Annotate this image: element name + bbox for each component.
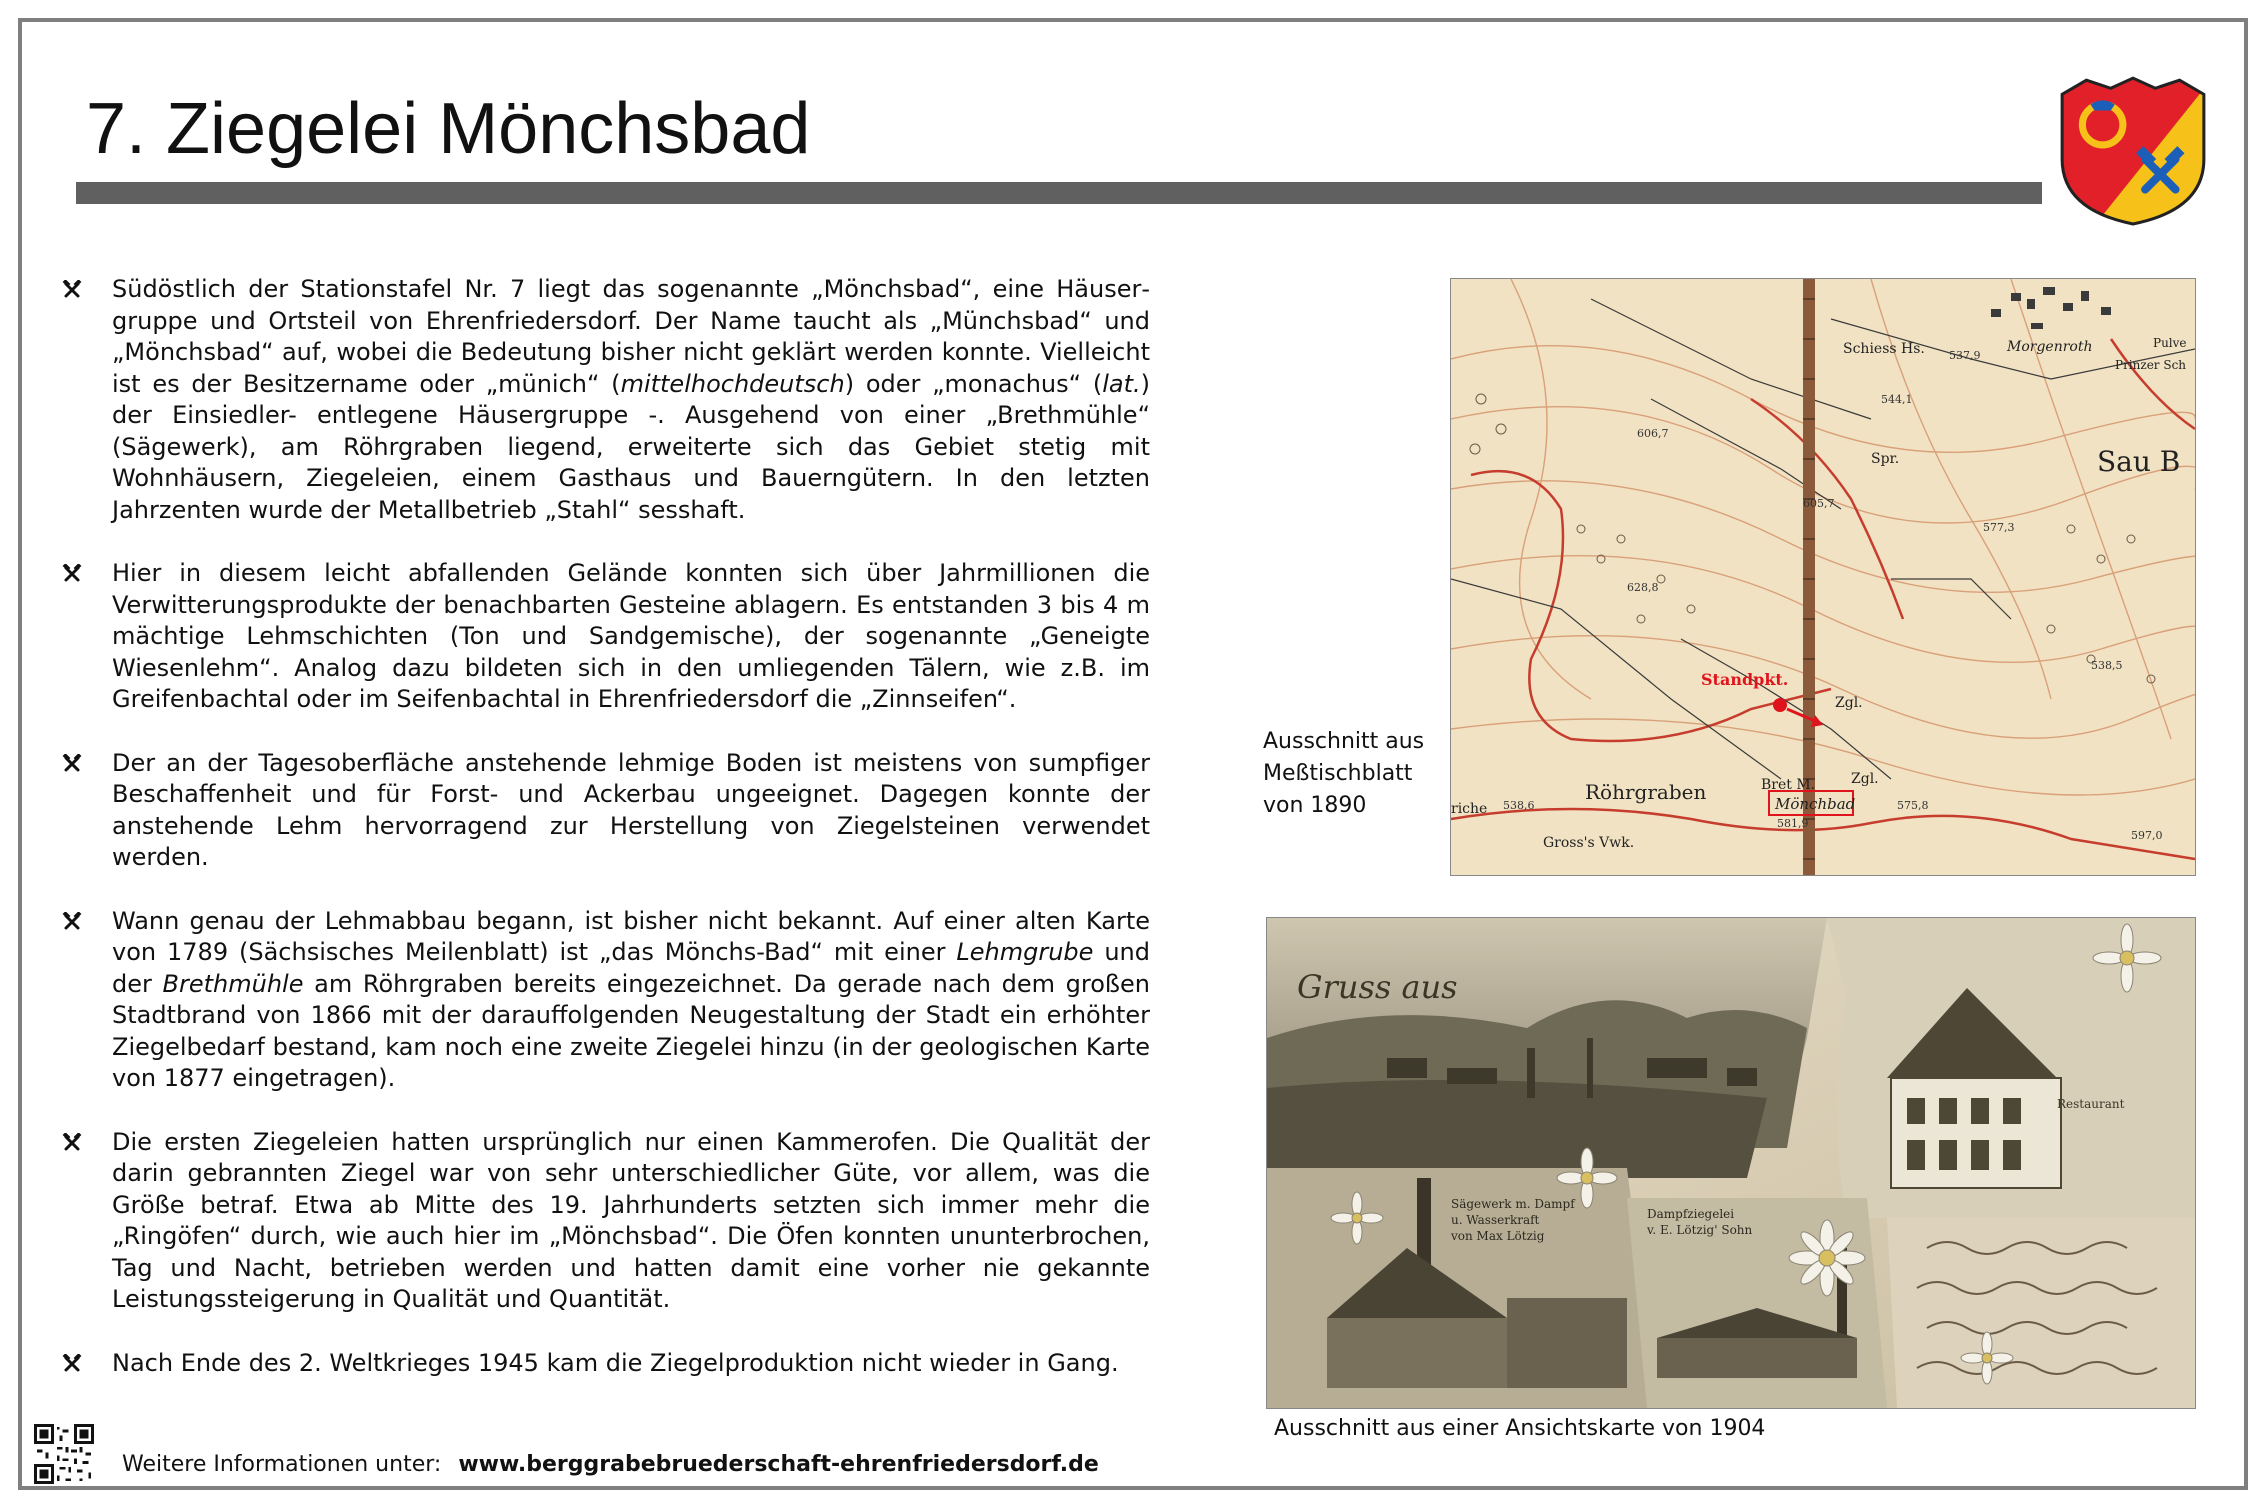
postcard-image-1904 xyxy=(1266,917,2196,1409)
bullet-item xyxy=(58,274,1150,526)
map-image-1890 xyxy=(1450,278,2196,876)
map-caption-line: von 1890 xyxy=(1263,793,1367,818)
postcard-caption-saegewerk: von Max Lötzig xyxy=(1451,1229,1545,1243)
footer-prefix: Weitere Informationen unter: xyxy=(122,1452,442,1477)
bullet-item xyxy=(58,906,1150,1095)
map-label-sau: Sau B xyxy=(2097,445,2181,478)
map-label-moenchsbad: Mönchbad xyxy=(1775,795,1856,813)
postcard-caption-dampfziegelei: v. E. Lötzig' Sohn xyxy=(1647,1223,1753,1237)
text-bullet-list xyxy=(58,274,1150,1411)
hammer-pick-icon xyxy=(62,754,82,774)
bullet-text: Der an der Tagesoberfläche anstehende lehmige Boden ist meistens von sumpfiger Beschaffenheit und für Forst- und Ackerbau ungeeignet. Dagegen konnte der anstehende Lehm hervorragend zur Herstellung von Ziegelsteinen verwendet werden. xyxy=(112,748,1150,871)
map-caption-line: Meßtischblatt xyxy=(1263,761,1413,786)
hammer-pick-icon xyxy=(62,280,82,300)
map-label-bret: Bret M. xyxy=(1761,777,1816,793)
title-underline xyxy=(76,182,2042,204)
map-label-zgl-2: Zgl. xyxy=(1851,771,1879,787)
page-title: 7. Ziegelei Mönchsbad xyxy=(86,89,811,169)
elevation-label: 538,5 xyxy=(2091,659,2123,672)
elevation-label: 606,7 xyxy=(1637,427,1669,440)
map-label-standpunkt: Standpkt. xyxy=(1701,670,1789,689)
bullet-item xyxy=(58,1348,1150,1380)
map-label-prinz: Prinzer Sch xyxy=(2115,358,2187,372)
postcard-caption-dampfziegelei: Dampfziegelei xyxy=(1647,1207,1735,1221)
map-label-roehrgraben: Röhrgraben xyxy=(1585,780,1707,804)
standpunkt-marker xyxy=(1773,698,1787,712)
postcard-caption-saegewerk: Sägewerk m. Dampf xyxy=(1451,1197,1575,1211)
bullet-text: Nach Ende des 2. Weltkrieges 1945 kam die Ziegelproduktion nicht wieder in Gang. xyxy=(112,1348,1119,1377)
map-label-schiess: Schiess Hs. xyxy=(1843,341,1925,357)
footer-url-link[interactable]: www.berggrabebruederschaft-ehrenfriedersdorf.de xyxy=(458,1452,1099,1477)
map-caption xyxy=(1263,726,1424,822)
hammer-pick-icon xyxy=(62,1354,82,1374)
elevation-label: 628,8 xyxy=(1627,581,1659,594)
bullet-item xyxy=(58,558,1150,716)
map-label-riche: riche xyxy=(1451,801,1488,817)
postcard-restaurant-sign: Restaurant xyxy=(2057,1097,2125,1111)
hammer-pick-icon xyxy=(62,564,82,584)
coat-of-arms-logo xyxy=(2052,66,2214,228)
footer xyxy=(122,1452,1099,1477)
elevation-label: 544,1 xyxy=(1881,393,1913,406)
map-label-zgl-1: Zgl. xyxy=(1835,695,1863,711)
elevation-label: 537,9 xyxy=(1949,349,1981,362)
bullet-item xyxy=(58,748,1150,874)
qr-code[interactable] xyxy=(34,1424,94,1484)
map-label-morgenroth: Morgenroth xyxy=(2007,339,2093,355)
hammer-pick-icon xyxy=(62,1133,82,1153)
bullet-text: Die ersten Ziegeleien hatten ursprünglich nur einen Kammerofen. Die Qualität der darin gebrannten Ziegel war von sehr unterschiedlicher Güte, vor allem, was die Größe betraf. Etwa ab Mitte des 19. Jahrhunderts setzten sich immer mehr die „Ringöfen“ durch, wie auch hier im „Mönchsbad“. Die Öfen konnten ununterbrochen, Tag und Nacht, betrieben werden und hatten damit eine vorher nie gekannte Leistungssteigerung in Qualität und Quantität. xyxy=(112,1127,1150,1313)
elevation-label: 538,6 xyxy=(1503,799,1535,812)
map-label-spr: Spr. xyxy=(1871,451,1900,467)
bullet-text: Wann genau der Lehmabbau begann, ist bisher nicht bekannt. Auf einer alten Karte von 1789 (Sächsisches Meilenblatt) ist „das Mönchs-Bad“ mit einer Lehmgrube und der Brethmühle am Röhrgraben bereits eingezeichnet. Da gerade nach dem großen Stadtbrand von 1866 mit der darauffolgenden Neugestaltung der Stadt ein erhöhter Ziegelbedarf bestand, kam noch eine zweite Ziegelei hinzu (in der geologischen Karte von 1877 eingetragen). xyxy=(112,906,1150,1092)
elevation-label: 575,8 xyxy=(1897,799,1929,812)
bullet-text: Hier in diesem leicht abfallenden Gelände konnten sich über Jahrmillionen die Verwitterungsprodukte der benachbarten Gesteine ablagern. Es entstanden 3 bis 4 m mächtige Lehmschichten (Ton und Sandgemische), der sogenannte „Geneigte Wiesenlehm“. Analog dazu bildeten sich in den umliegenden Tälern, wie z.B. im Greifenbachtal oder im Seifenbachtal in Ehrenfriedersdorf die „Zinnseifen“. xyxy=(112,559,1150,713)
bullet-item xyxy=(58,1127,1150,1316)
postcard-caption-saegewerk: u. Wasserkraft xyxy=(1451,1213,1540,1227)
elevation-label: 597,0 xyxy=(2131,829,2163,842)
postcard-caption: Ausschnitt aus einer Ansichtskarte von 1904 xyxy=(1274,1416,1766,1441)
bullet-text: Südöstlich der Stationstafel Nr. 7 liegt das sogenannte „Mönchsbad“, eine Häusergruppe und Ortsteil von Ehrenfriedersdorf. Der Name taucht als „Münchsbad“ und „Mönchsbad“ auf, wobei die Bedeutung bisher nicht geklärt werden konnte. Vielleicht ist es der Besitzername oder „münich“ (mittelhochdeutsch) oder „monachus“ (lat.) der Einsiedler- entlegene Häusergruppe -. Ausgehend von einer „Brethmühle“ (Sägewerk), am Röhrgraben liegend, erweiterte sich das Gebiet stetig mit Wohnhäusern, Ziegeleien, einem Gasthaus und Bauerngütern. In den letzten Jahrzenten wurde der Metallbetrieb „Stahl“ sesshaft. xyxy=(112,275,1150,524)
hammer-pick-icon xyxy=(62,912,82,932)
map-label-pulv: Pulve xyxy=(2153,336,2187,350)
elevation-label: 581,9 xyxy=(1777,817,1809,830)
elevation-label: 605,7 xyxy=(1803,497,1835,510)
postcard-greeting: Gruss aus xyxy=(1297,968,1458,1006)
map-caption-line: Ausschnitt aus xyxy=(1263,729,1425,754)
elevation-label: 577,3 xyxy=(1983,521,2015,534)
map-label-gross: Gross's Vwk. xyxy=(1543,835,1635,851)
